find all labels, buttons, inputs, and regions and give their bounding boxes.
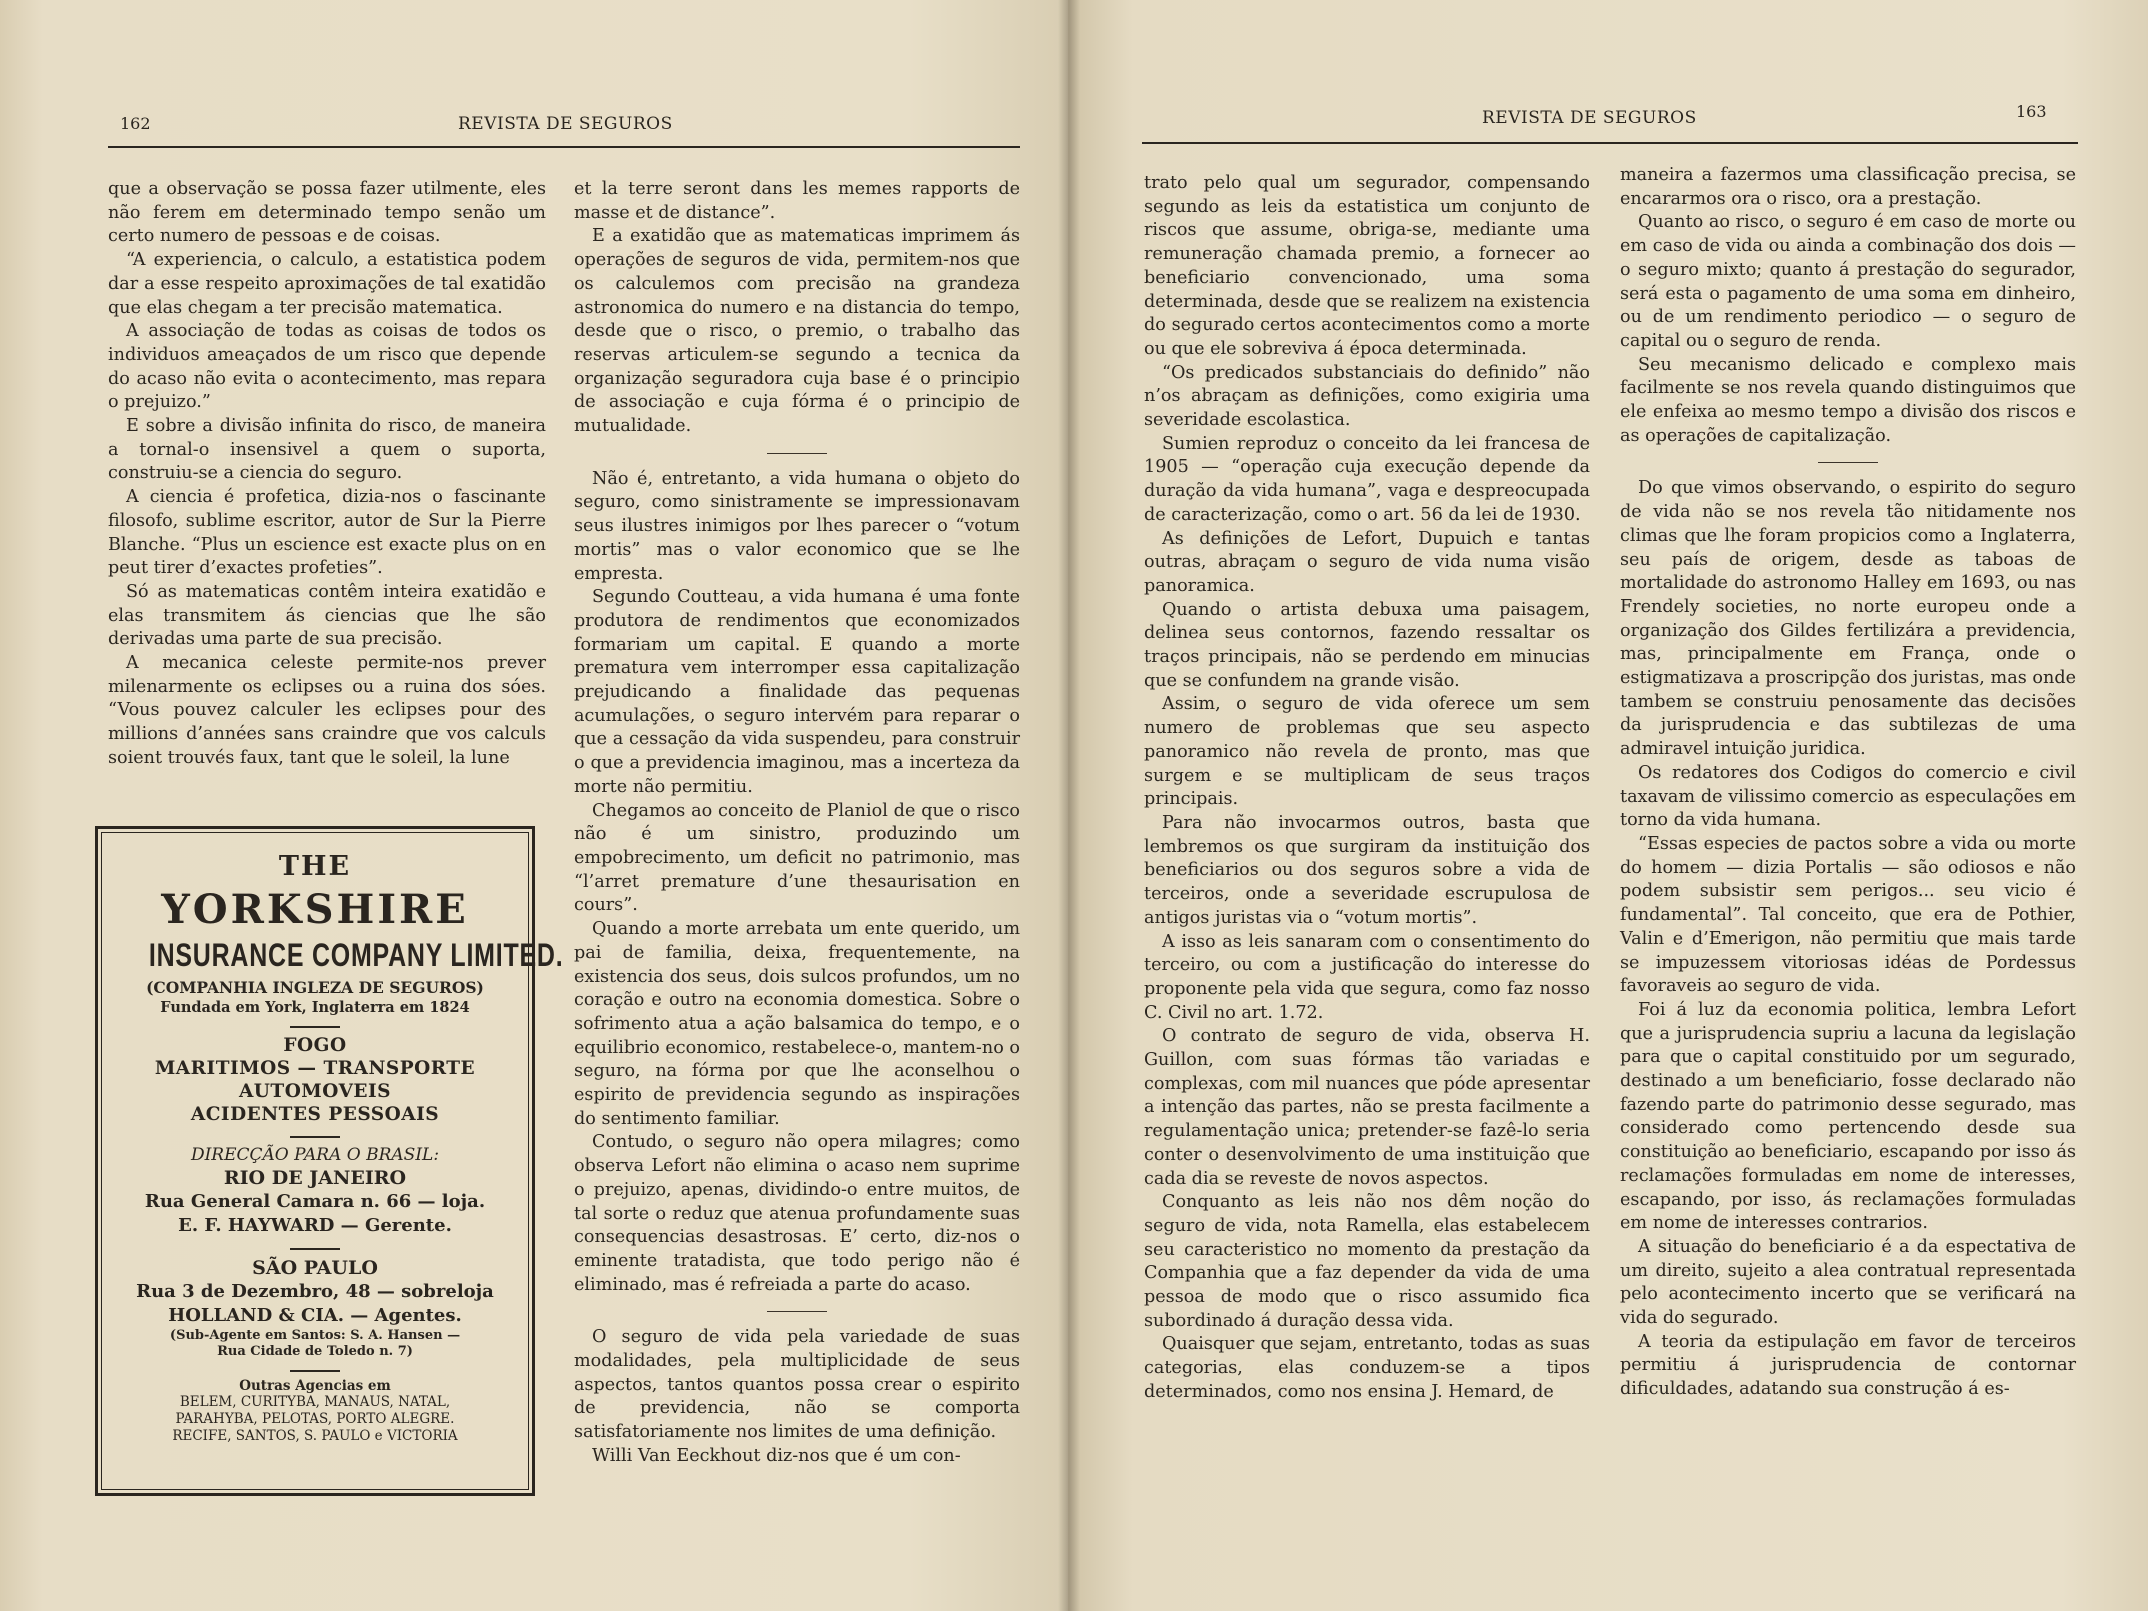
ad-rule	[290, 1370, 340, 1372]
yorkshire-advertisement	[95, 826, 564, 1496]
book-gutter	[1058, 0, 1080, 1611]
section-separator	[1818, 462, 1878, 463]
paragraph: Contudo, o seguro não opera milagres; como observa Lefort não elimina o acaso nem suprime o prejuizo, apenas, dividindo-o entre muitos, de tal sorte o reduz que atenua profundamente suas consequencias desastrosas. E’ certo, diz-nos o eminente tratadista, que todo perigo não é eliminado, mas é refreiada a parte do acaso.	[574, 1132, 1020, 1295]
right-col-1	[1144, 172, 1590, 1405]
paragraph: E a exatidão que as matematicas imprimem ás operações de seguros de vida, permitem-nos que os calculemos com precisão na grandeza astronomica do numero e na distancia do tempo, desde que o risco, o premio, o trabalho das reservas articulem-se segundo a tecnica da organização seguradora cuja base é o principio de associação e cuja fórma é o principio de mutualidade.	[574, 226, 1020, 437]
paragraph: Seu mecanismo delicado e complexo mais facilmente se nos revela quando distinguimos que ele enfeixa ao mesmo tempo a divisão dos riscos e as operações de capitalização.	[1620, 354, 2076, 446]
ad-line-fire: FOGO	[283, 1035, 347, 1056]
ad-line-maritime: MARITIMOS — TRANSPORTE	[154, 1058, 476, 1079]
paragraph: A mecanica celeste permite-nos prever milenarmente os eclipses ou a ruina dos sóes. “Vous pouvez calculer les eclipses pour des millions d’années sans craindre que vos calculs soient trouvés faux, tant que le soleil, la lune	[108, 653, 546, 768]
left-col-2	[574, 178, 1020, 1469]
ad-the: THE	[278, 851, 352, 882]
ad-agencies-line: BELEM, CURITYBA, MANAUS, NATAL,	[179, 1394, 451, 1410]
ad-sub-agent-2: Rua Cidade de Toledo n. 7)	[217, 1344, 413, 1359]
paragraph: et la terre seront dans les memes rapports de masse et de distance”.	[574, 179, 1020, 223]
paragraph: Não é, entretanto, a vida humana o objeto do seguro, como sinistramente se impressionavam seus ilustres inimigos por lhes parecer o “votum mortis” mas o valor economico que se lhe empresta.	[574, 468, 1020, 584]
page-number-left: 162	[120, 114, 151, 133]
paragraph: Do que vimos observando, o espirito do seguro de vida não se nos revela tão nitidamente nos climas que lhe foram propicios como a Inglaterra, seu país de origem, desde as taboas de mortalidade do astronomo Halley em 1693, ou nas Frendely societies, no norte europeu onde a organização dos Gildes fertilizára a previdencia, mas, principalmente em França, onde o estigmatizava a proscripção dos juristas, mas onde tambem se construiu penosamente das decisões da jurisprudencia e das subtilezas de uma admiravel intuição juridica.	[1620, 478, 2076, 760]
paragraph: “A experiencia, o calculo, a estatistica podem dar a esse respeito aproximações de tal exatidão que elas chegam a ter precisão matematica.	[108, 250, 546, 318]
paragraph: A teoria da estipulação em favor de terceiros permitiu á jurisprudencia de contornar dificuldades, adatando sua construção á es-	[1620, 1331, 2076, 1400]
ad-line-auto: AUTOMOVEIS	[238, 1081, 392, 1102]
paragraph: Quando o artista debuxa uma paisagem, delinea seus contornos, fazendo ressaltar os traços principais, não se perdendo em minucias que se confundem na grande visão.	[1144, 599, 1590, 691]
paragraph: Para não invocarmos outros, basta que lembremos os que surgiram da instituição dos beneficiarios ou dos seguros sobre a vida de terceiros, onde a severidade escrupulosa de antigos juristas via o “votum mortis”.	[1144, 812, 1590, 928]
ad-sub-agent-1: (Sub-Agente em Santos: S. A. Hansen —	[169, 1328, 461, 1343]
advertisement-inner-frame	[101, 832, 564, 1490]
paragraph: O seguro de vida pela variedade de suas modalidades, pela multiplicidade de seus aspectos, tantos quantos possa crear o espirito de previdencia, não se comporta satisfatoriamente nos limites de uma definição.	[574, 1327, 1020, 1443]
head-rule-left	[108, 146, 1020, 148]
ad-rule	[290, 1248, 340, 1250]
paragraph: A situação do beneficiario é a da espectativa de um direito, sujeito a alea contratual representada pelo acontecimento incerto que se verificará na vida do segurado.	[1620, 1236, 2076, 1329]
ad-agencies-line: PARAHYBA, PELOTAS, PORTO ALEGRE.	[175, 1411, 455, 1427]
paragraph: Quanto ao risco, o seguro é em caso de morte ou em caso de vida ou ainda a combinação dos dois — o seguro mixto; quanto á prestação do segurador, será esta o pagamento de uma soma em dinheiro, ou de um rendimento periodico — o seguro de capital ou o seguro de renda.	[1620, 212, 2076, 351]
ad-line-accidents: ACIDENTES PESSOAIS	[190, 1104, 440, 1125]
paragraph: Segundo Coutteau, a vida humana é uma fonte produtora de rendimentos que economizados formariam um capital. E quando a morte prematura vem interromper essa capitalização prejudicando a finalidade das pequenas acumulações, o seguro intervém para reparar o que a cessação da vida suspendeu, para construir o que a previdencia imaginou, mas a incerteza da morte não permitiu.	[574, 587, 1020, 797]
paragraph: que a observação se possa fazer utilmente, eles não ferem em determinado tempo senão um certo numero de pessoas e de coisas.	[108, 179, 546, 247]
running-head-left: REVISTA DE SEGUROS	[458, 114, 673, 134]
right-col-2	[1620, 164, 2076, 1402]
ad-city-rio: RIO DE JANEIRO	[223, 1167, 407, 1189]
ad-rule	[290, 1136, 340, 1138]
paragraph: Willi Van Eeckhout diz-nos que é um con-	[592, 1445, 961, 1466]
section-separator	[767, 453, 827, 454]
paragraph: Sumien reproduz o conceito da lei francesa de 1905 — “operação cuja execução depende da duração da vida humana”, vaga e despreocupada de caracterização, como o art. 56 da lei de 1930.	[1144, 433, 1590, 525]
paragraph: A associação de todas as coisas de todos os individuos ameaçados de um risco que depende do acaso não evita o acontecimento, mas repara o prejuizo.”	[108, 321, 546, 413]
ad-company-full: INSURANCE COMPANY LIMITED.	[148, 937, 564, 973]
paragraph: “Os predicados substanciais do definido” não n’os abraçam as definições, como exigiria uma severidade escolastica.	[1144, 362, 1590, 431]
paragraph: Quando a morte arrebata um ente querido, um pai de familia, deixa, frequentemente, na existencia dos seus, dois sulcos profundos, um no coração e outro na economia domestica. Sobre o sofrimento atua a ação balsamica do tempo, e o equilibrio economico, restabelece-o, mantem-no o seguro, na fórma por que lhe aconselhou o espirito de previdencia segundo as inspirações do sentimento familiar.	[574, 919, 1020, 1129]
ad-subtitle: (COMPANHIA INGLEZA DE SEGUROS)	[146, 978, 484, 997]
ad-rule	[290, 1026, 340, 1028]
left-col-1	[108, 178, 546, 771]
paragraph: Assim, o seguro de vida oferece um sem numero de problemas que seu aspecto panoramico não revela de pronto, mas que surgem e se multiplicam de seus traços principais.	[1144, 694, 1590, 810]
paragraph: O contrato de seguro de vida, observa H. Guillon, com suas fórmas tão variadas e complexas, com mil nuances que póde apresentar a intenção das partes, não se presta facilmente a regulamentação unica; pretender-se fazê-lo seria conter o desenvolvimento de uma instituição que cada dia se reveste de novos aspectos.	[1144, 1026, 1590, 1189]
running-head-right: REVISTA DE SEGUROS	[1482, 108, 1697, 128]
ad-agents-sao-paulo: HOLLAND & CIA. — Agentes.	[168, 1305, 462, 1326]
paragraph: A ciencia é profetica, dizia-nos o fascinante filosofo, sublime escritor, autor de Sur la Pierre Blanche. “Plus un escience est exacte plus on en peut tirer d’exactes profeties”.	[108, 487, 546, 579]
ad-manager-rio: E. F. HAYWARD — Gerente.	[178, 1215, 452, 1236]
ad-agencies-line: RECIFE, SANTOS, S. PAULO e VICTORIA	[172, 1428, 458, 1444]
section-separator	[767, 1311, 827, 1312]
paragraph: Chegamos ao conceito de Planiol de que o risco não é um sinistro, produzindo um empobrecimento, um deficit no patrimonio, mas “l’arret premature d’une thesaurisation en cours”.	[574, 800, 1020, 916]
paragraph: A isso as leis sanaram com o consentimento do terceiro, ou com a justificação do interesse do proponente pela vida que segura, como faz nosso C. Civil no art. 1.72.	[1144, 931, 1590, 1023]
ad-company-name: YORKSHIRE	[161, 886, 469, 933]
paragraph: Só as matematicas contêm inteira exatidão e elas transmitem ás ciencias que lhe são derivadas uma parte de sua precisão.	[108, 581, 546, 650]
left-page	[0, 0, 1068, 1611]
page-number-right: 163	[2016, 102, 2047, 121]
paragraph: As definições de Lefort, Dupuich e tantas outras, abraçam o seguro de vida numa visão panoramica.	[1144, 528, 1590, 596]
ad-agencies-title: Outras Agencias em	[239, 1378, 391, 1394]
ad-founded: Fundada em York, Inglaterra em 1824	[160, 999, 470, 1016]
paragraph: maneira a fazermos uma classificação precisa, se encararmos ora o risco, ora a prestação.	[1620, 165, 2076, 209]
ad-address-sao-paulo: Rua 3 de Dezembro, 48 — sobreloja	[136, 1281, 494, 1302]
paragraph: Conquanto as leis não nos dêm noção do seguro de vida, nota Ramella, elas estabelecem seu caracteristico no momento da prestação da Companhia que a faz depender da vida de uma pessoa de modo que o risco assumido fica subordinado á duração dessa vida.	[1144, 1192, 1590, 1331]
ad-direction: DIRECÇÃO PARA O BRASIL:	[190, 1145, 440, 1165]
head-rule-right	[1142, 142, 2078, 144]
paragraph: Quaisquer que sejam, entretanto, todas as suas categorias, elas conduzem-se a tipos determinados, como nos ensina J. Hemard, de	[1144, 1334, 1590, 1402]
ad-city-sao-paulo: SÃO PAULO	[252, 1257, 378, 1279]
paragraph: E sobre a divisão infinita do risco, de maneira a tornal-o insensivel a quem o suporta, construiu-se a ciencia do seguro.	[108, 416, 546, 484]
ad-address-rio: Rua General Camara n. 66 — loja.	[144, 1191, 486, 1212]
right-page	[1068, 0, 2148, 1611]
paragraph: “Essas especies de pactos sobre a vida ou morte do homem — dizia Portalis — são odiosos e não podem subsistir sem perigos... seu vicio é fundamental”. Tal conceito, que era de Pothier, Valin e d’Emerigon, não permitiu que mais tarde se impuzessem vitoriosas idéas de Pordessus favoraveis ao seguro de vida.	[1620, 833, 2076, 997]
paragraph: trato pelo qual um segurador, compensando segundo as leis da estatistica um conjunto de riscos que assume, obriga-se, mediante uma remuneração chamada premio, a fornecer ao beneficiario convencionado, uma soma determinada, desde que se realizem na existencia do segurado certos acontecimentos como a morte ou que ele sobreviva á época determinada.	[1144, 173, 1590, 359]
paragraph: Foi á luz da economia politica, lembra Lefort que a jurisprudencia supriu a lacuna da legislação para que o capital constituido por um segurado, destinado a um beneficiario, fosse declarado não fazendo parte do patrimonio desse segurado, mas considerado como pertencendo desde sua constituição ao beneficiario, escapando por isso ás reclamações formuladas em nome de interesses, escapando, por isso, ás reclamações formuladas em nome de interesses contrarios.	[1620, 999, 2076, 1234]
paragraph: Os redatores dos Codigos do comercio e civil taxavam de vilissimo comercio as especulações em torno da vida humana.	[1620, 762, 2076, 831]
